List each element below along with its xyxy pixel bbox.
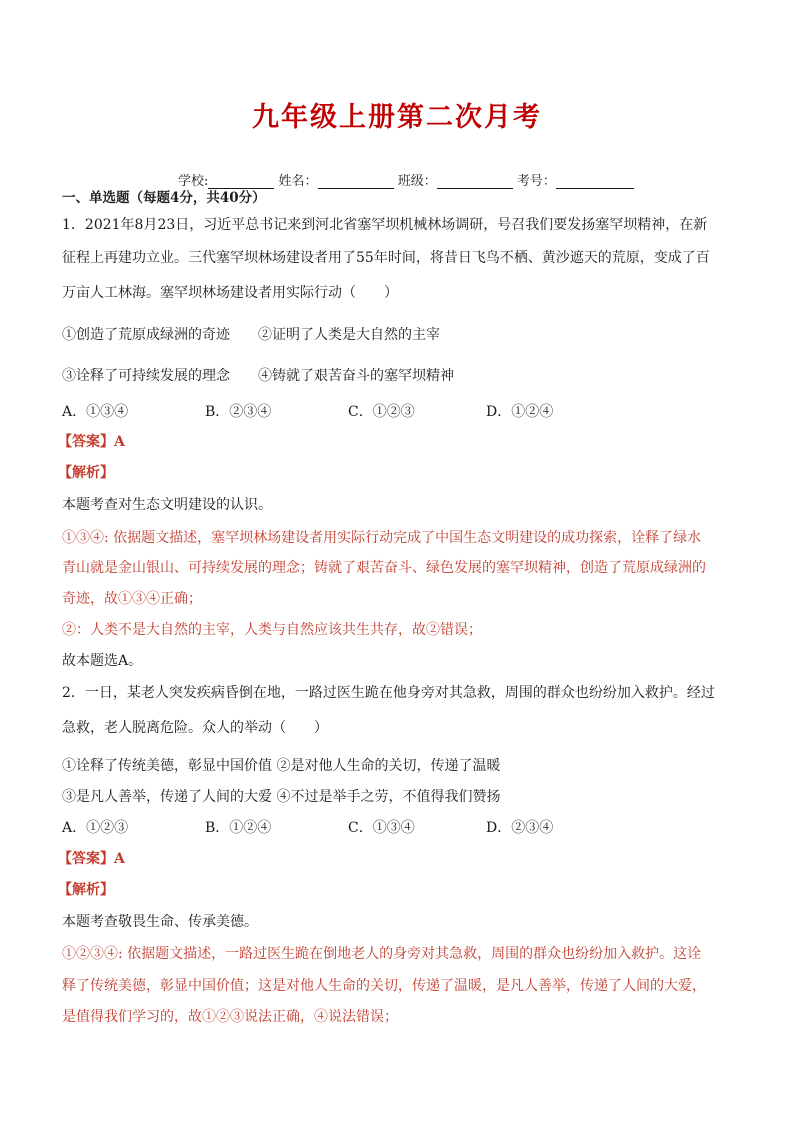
school-field[interactable] [208,174,274,189]
q2-explanation: ①②③④: 依据题文描述，一路过医生跪在倒地老人的身旁对其急救，周围的群众也纷纷加入救护。这诠 [62,946,702,962]
q1-conclusion: 故本题选A。 [62,653,143,669]
q1-line: 征程上再建功立业。三代塞罕坝林场建设者用了55年时间，将昔日飞鸟不栖、黄沙遮天的荒原，变成了百 [62,250,710,266]
q1-analysis-label: 【解析】 [58,465,114,481]
q1-explanation: ①③④: 依据题文描述，塞罕坝林场建设者用实际行动完成了中国生态文明建设的成功探索，诠释了绿水 [62,530,702,546]
q1-answer: 【答案】A [58,434,125,450]
q1-topic: 本题考查对生态文明建设的认识。 [62,497,272,513]
q2-statement: ①诠释了传统美德，彰显中国价值 ②是对他人生命的关切，传递了温暖 [62,758,501,774]
q2-line: 2．一日，某老人突发疾病昏倒在地，一路过医生跪在他身旁对其急救，周围的群众也纷纷加入救护。经过 [62,685,715,701]
id-label: 考号： [516,174,556,189]
name-label: 姓名： [278,174,318,189]
q2-option-c: C．①③④ [348,820,415,836]
q1-explanation: 青山就是金山银山、可持续发展的理念；铸就了艰苦奋斗、绿色发展的塞罕坝精神，创造了荒原成绿洲的 [62,560,706,576]
q1-option-c: C．①②③ [348,404,415,420]
q1-option-b: B．②③④ [205,404,272,420]
q2-option-d: D．②③④ [486,820,554,836]
id-field[interactable] [556,174,634,189]
q1-statement: ①创造了荒原成绿洲的奇迹 ②证明了人类是大自然的主宰 [62,327,440,343]
q1-option-a: A．①③④ [62,404,129,420]
q1-line: 万亩人工林海。塞罕坝林场建设者用实际行动（ ） [62,285,398,301]
q1-explanation: ②：人类不是大自然的主宰，人类与自然应该共生共存，故②错误； [62,622,482,638]
q1-statement: ③诠释了可持续发展的理念 ④铸就了艰苦奋斗的塞罕坝精神 [62,368,454,384]
q2-option-a: A．①②③ [62,820,129,836]
q2-analysis-label: 【解析】 [58,882,114,898]
q2-topic: 本题考查敬畏生命、传承美德。 [62,914,258,930]
name-field[interactable] [318,174,394,189]
page-title: 九年级上册第二次月考 [252,102,542,133]
q1-explanation: 奇迹，故①③④正确； [62,591,202,607]
class-label: 班级： [397,174,437,189]
section-heading: 一、单选题（每题4分，共40分） [62,190,266,206]
student-info-line [178,170,634,189]
q2-explanation: 释了传统美德，彰显中国价值；这是对他人生命的关切，传递了温暖，是凡人善举，传递了人间的大爱， [62,978,706,994]
q2-statement: ③是凡人善举，传递了人间的大爱 ④不过是举手之劳，不值得我们赞扬 [62,789,501,805]
q1-option-d: D．①②④ [486,404,554,420]
q1-line: 1．2021年8月23日，习近平总书记来到河北省塞罕坝机械林场调研，号召我们要发扬塞罕坝精神，在新 [62,217,708,233]
q2-line: 急救，老人脱离危险。众人的举动（ ） [62,720,328,736]
school-label: 学校: [178,174,209,189]
q2-explanation: 是值得我们学习的，故①②③说法正确，④说法错误； [62,1009,398,1025]
q2-answer: 【答案】A [58,851,125,867]
q2-option-b: B．①②④ [205,820,272,836]
class-field[interactable] [437,174,513,189]
